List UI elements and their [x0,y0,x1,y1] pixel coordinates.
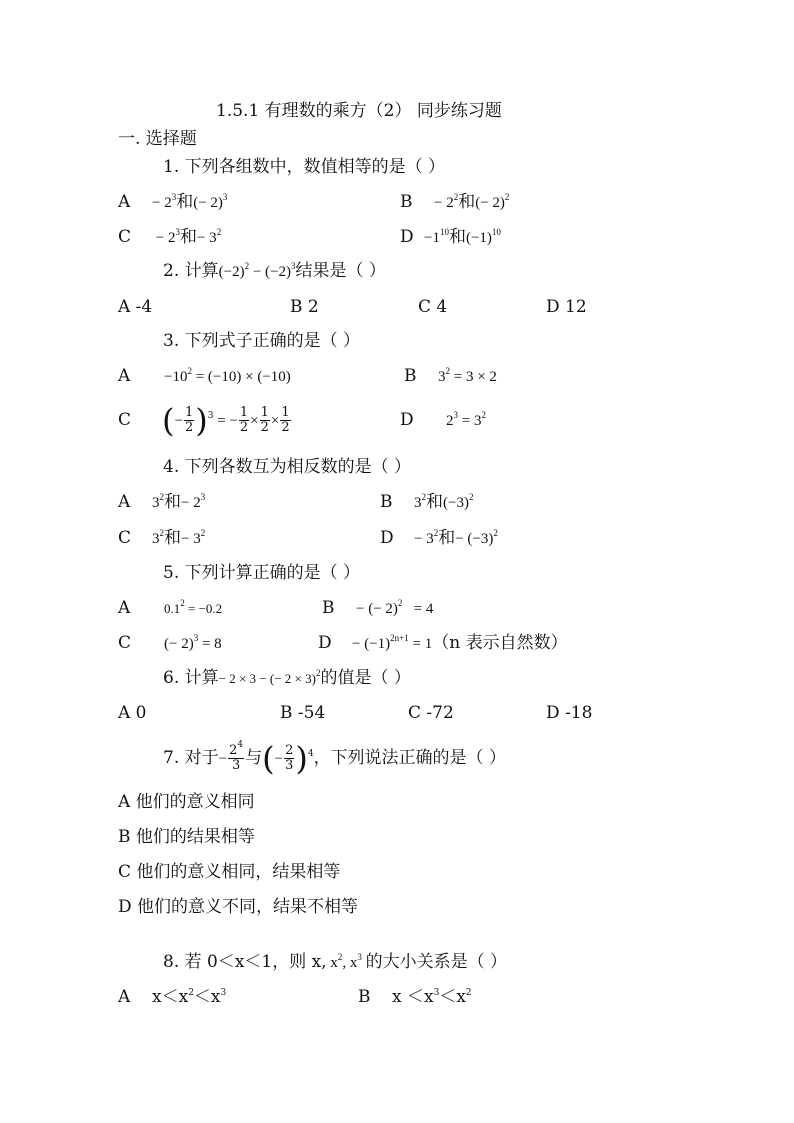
q4-option-b: B $3^2$和$(-3)^2$ [380,492,474,512]
question-8: 8. 若 0＜x＜1，则 x, $x^2$, $x^3$ 的大小关系是（ ） [163,952,508,972]
q6-option-a: A 0 [118,703,147,723]
section-heading: 一. 选择题 [118,129,197,149]
q7-option-a: A 他们的意义相同 [118,792,255,812]
q7-option-b: B 他们的结果相等 [118,827,255,847]
q2-option-b: B 2 [290,297,319,317]
question-2: 2. 计算$(-2)^2 - (-2)^3$结果是（ ） [163,261,386,281]
q6-option-b: B -54 [280,703,326,723]
q5-option-b: B − (− 2)$^2$ = 4 [322,598,434,618]
q2-option-a: A -4 [118,297,153,317]
q3-option-c: C (− $\frac{1}{2}$ )$^3$ = − $\frac{1}{2}$ × $\frac{1}{2}$ × $\frac{1}{2}$ [118,401,290,440]
q3-option-d: D $2^3 = 3^2$ [400,410,486,430]
question-4: 4. 下列各数互为相反数的是（ ） [163,457,412,477]
q3-option-b: B $3^2 = 3 \times 2$ [404,366,497,386]
q8-option-b: B $x <x^3<x^2$ [358,987,472,1007]
q2-option-c: C 4 [418,297,448,317]
q1-option-a: $A - 2^3$和(− 2)$^3$ [118,192,228,212]
page-title: 1.5.1 有理数的乘方（2） 同步练习题 [216,101,502,121]
q2-option-d: D 12 [546,297,587,317]
q5-option-d: $D - (-1)^{2n+1} = 1(n$ 表示自然数） [318,633,568,653]
q7-option-d: D 他们的意义不同，结果不相等 [118,897,359,917]
q5-option-c: C (− 2)$^3$ = 8 [118,633,222,653]
q3-option-a: $A -10^2 = (-10) \times (-10)$ [118,366,291,386]
q1-option-c: $C - 2^3$和− $3^2$ [118,227,222,247]
question-5: 5. 下列计算正确的是（ ） [163,563,361,583]
q6-option-c: C -72 [408,703,454,723]
question-6: 6. 计算− 2 × 3 − (− 2 × 3)$^2$的值是（ ） [163,668,411,688]
question-7: 7. 对于− $\frac{2^4}{3}$ 与(− $\frac{2}{3}$ )$^4$，下列说法正确的是（ ） [163,739,506,778]
q1-option-d: $D -1^{10}$和$(-1)^{10}$ [400,227,501,247]
q4-option-a: A $3^2$和− $2^3$ [118,492,206,512]
q8-option-a: A $x<x^2<x^3$ [118,987,227,1007]
q4-option-d: $D - 3^2$和− $(-3)^2$ [380,528,498,548]
q4-option-c: C $3^2$和− $3^2$ [118,528,206,548]
question-3: 3. 下列式子正确的是（ ） [163,331,361,351]
q5-option-a: A $0.1^2 = -0.2$ [118,598,223,618]
question-1: 1. 下列各组数中，数值相等的是（ ） [163,157,446,177]
q7-option-c: C 他们的意义相同，结果相等 [118,862,341,882]
q6-option-d: D -18 [546,703,593,723]
q1-option-b: $B - 2^2$和(− 2)$^2$ [400,192,510,212]
